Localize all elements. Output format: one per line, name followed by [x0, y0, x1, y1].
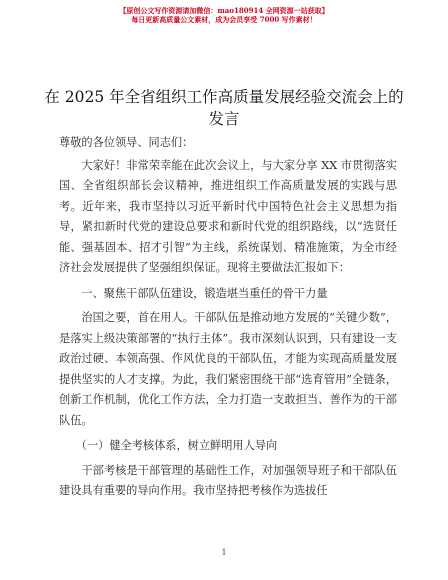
subsection-heading-1: （一）健全考核体系，树立鲜明用人导向 — [75, 439, 278, 452]
salutation: 尊敬的各位领导、同志们： — [59, 136, 194, 149]
section-1-paragraph: 治国之要，首在用人。干部队伍是推动地方发展的“关键少数”，是落实上级决策部署的“执行主体”。我市深刻认识到，只有建设一支政治过硬、本领高强、作风优良的干部队伍，才能为实现高质量发展提供坚实的人才支撑。为此，我们紧密围绕干部“选育管用”全链条，创新工作机制，优化工作方法，全力打造一支敢担当、善作为的干部队伍。 — [59, 311, 397, 427]
section-heading-1: 一、聚焦干部队伍建设，锻造堪当重任的骨干力量 — [81, 286, 328, 300]
page-number: 1 — [221, 548, 227, 557]
promo-banner — [0, 6, 448, 24]
document-body — [59, 133, 397, 502]
subsection-1-paragraph: 干部考核是干部管理的基础性工作，对加强领导班子和干部队伍建设具有重要的导向作用。我市坚持把考核作为选拔任 — [59, 463, 397, 497]
intro-paragraph: 大家好！非常荣幸能在此次会议上，与大家分享 XX 市贯彻落实国、全省组织部长会议精神，推进组织工作高质量发展的实践与思考。近年来，我市坚持以习近平新时代中国特色社会主义思想为指导，紧扣新时代党的建设总要求和新时代党的组织路线，以“选贤任能、强基固本、招才引智”为主线，系统谋划、精准施策，为全市经济社会发展提供了坚强组织保证。现将主要做法汇报如下： — [59, 158, 397, 274]
banner-line-1: 【原创公文写作资源请加微信：mao180914 全网资源一站获取】 — [119, 6, 329, 15]
banner-line-2: 每日更新高质量公文素材，成为会员享受 7000 写作素材！ — [131, 15, 317, 24]
document-title: 在 2025 年全省组织工作高质量发展经验交流会上的发言 — [44, 88, 404, 128]
